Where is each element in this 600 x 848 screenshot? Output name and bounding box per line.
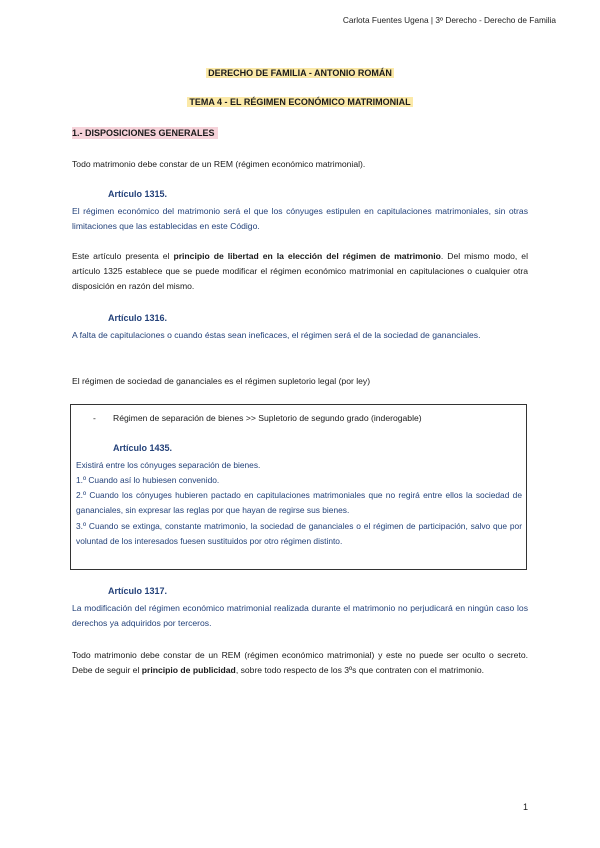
article-1435-item-3: 3.º Cuando se extinga, constante matrimonio, la sociedad de gananciales o el régimen de participación, salvo que por voluntad de los interesados fuesen sustituidos por otro régimen distinto. bbox=[76, 521, 522, 547]
separacion-bienes-box bbox=[70, 404, 527, 570]
article-1315-label: Artículo 1315. bbox=[108, 189, 168, 199]
article-1316-label: Artículo 1316. bbox=[108, 313, 168, 323]
article-1435-item-1: 1.º Cuando así lo hubiesen convenido. bbox=[76, 475, 220, 485]
page-number: 1 bbox=[522, 802, 528, 812]
document-subtitle: TEMA 4 - EL RÉGIMEN ECONÓMICO MATRIMONIAL bbox=[189, 97, 411, 107]
paragraph-publicidad: Todo matrimonio debe constar de un REM (régimen económico matrimonial) y este no puede ser oculto o secreto. Debe de seguir el principio de publicidad, sobre todo respecto de los 3ºs que contraten con el matrimonio. bbox=[72, 650, 528, 675]
article-1435-label: Artículo 1435. bbox=[113, 443, 173, 453]
article-1316-text: A falta de capitulaciones o cuando éstas sean ineficaces, el régimen será el de la sociedad de gananciales. bbox=[72, 330, 481, 340]
article-1435-line: Existirá entre los cónyuges separación de bienes. bbox=[76, 460, 261, 470]
paragraph-supletorio: El régimen de sociedad de gananciales es el régimen supletorio legal (por ley) bbox=[72, 376, 371, 386]
article-1435-item-2: 2.º Cuando los cónyuges hubieren pactado en capitulaciones matrimoniales que no regirá entre ellos la sociedad de gananciales, sin expresar las reglas por que hayan de regirse sus bienes. bbox=[76, 490, 522, 516]
paragraph-libertad: Este artículo presenta el principio de libertad en la elección del régimen de matrimonio. Del mismo modo, el artículo 1325 establece que se puede modificar el régimen económico matrimonial en capitulaciones o cualquier otra disposición en razón del mismo. bbox=[72, 251, 528, 291]
document-title: DERECHO DE FAMILIA - ANTONIO ROMÁN bbox=[208, 68, 392, 78]
article-1317-label: Artículo 1317. bbox=[108, 586, 168, 596]
article-1317-text: La modificación del régimen económico matrimonial realizada durante el matrimonio no perjudicará en ningún caso los derechos ya adquiridos por terceros. bbox=[72, 603, 528, 628]
article-1315-text: El régimen económico del matrimonio será el que los cónyuges estipulen en capitulaciones matrimoniales, sin otras limitaciones que las establecidas en este Código. bbox=[72, 206, 528, 231]
paragraph-intro: Todo matrimonio debe constar de un REM (régimen económico matrimonial). bbox=[72, 159, 366, 169]
section-heading: 1.- DISPOSICIONES GENERALES bbox=[72, 127, 218, 139]
running-header: Carlota Fuentes Ugena | 3º Derecho - Derecho de Familia bbox=[342, 15, 556, 25]
bullet-item: - Régimen de separación de bienes >> Supletorio de segundo grado (inderogable) bbox=[93, 413, 422, 423]
